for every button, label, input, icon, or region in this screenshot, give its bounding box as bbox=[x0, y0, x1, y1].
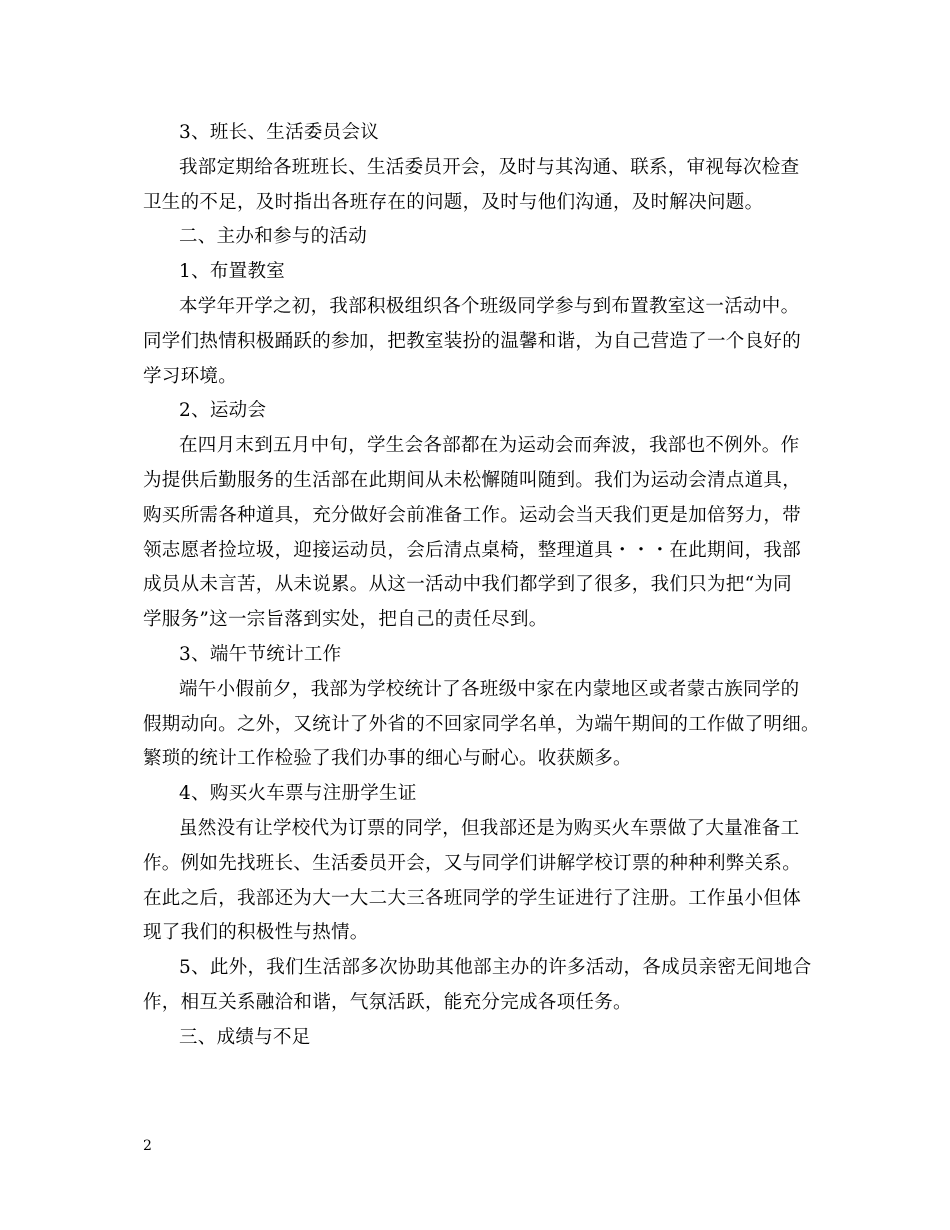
page-number: 2 bbox=[143, 1138, 152, 1154]
document-body bbox=[143, 116, 820, 1056]
text-line: 为提供后勤服务的生活部在此期间从未松懈随叫随到。我们为运动会清点道具， bbox=[143, 469, 802, 491]
text-line: 繁琐的统计工作检验了我们办事的细心与耐心。收获颇多。 bbox=[143, 748, 632, 770]
text-line: 二、主办和参与的活动 bbox=[179, 226, 368, 248]
text-line: 本学年开学之初，我部积极组织各个班级同学参与到布置教室这一活动中。 bbox=[179, 295, 800, 317]
text-line: 3、端午节统计工作 bbox=[179, 643, 342, 665]
text-line: 虽然没有让学校代为订票的同学，但我部还是为购买火车票做了大量准备工 bbox=[179, 817, 800, 839]
text-line: 现了我们的积极性与热情。 bbox=[143, 922, 369, 944]
text-line: 成员从未言苦，从未说累。从这一活动中我们都学到了很多，我们只为把“为同 bbox=[143, 574, 792, 596]
text-line: 三、成绩与不足 bbox=[179, 1026, 311, 1048]
text-line: 2、运动会 bbox=[179, 400, 267, 422]
text-line: 同学们热情积极踊跃的参加，把教室装扮的温馨和谐，为自己营造了一个良好的 bbox=[143, 330, 802, 352]
text-line: 1、布置教室 bbox=[179, 261, 286, 283]
text-line: 5、此外，我们生活部多次协助其他部主办的许多活动，各成员亲密无间地合 bbox=[179, 957, 812, 979]
text-line: 3、班长、生活委员会议 bbox=[179, 122, 380, 143]
text-line: 在此之后，我部还为大一大二大三各班同学的学生证进行了注册。工作虽小但体 bbox=[143, 887, 802, 909]
text-line: 学习环境。 bbox=[143, 365, 238, 387]
text-line: 领志愿者捡垃圾，迎接运动员，会后清点桌椅，整理道具・・・在此期间，我部 bbox=[143, 539, 802, 561]
text-line: 购买所需各种道具，充分做好会前准备工作。运动会当天我们更是加倍努力，带 bbox=[143, 504, 802, 526]
text-line: 卫生的不足，及时指出各班存在的问题，及时与他们沟通，及时解决问题。 bbox=[143, 191, 764, 213]
text-line: 学服务”这一宗旨落到实处，把自己的责任尽到。 bbox=[143, 609, 548, 631]
text-line: 我部定期给各班班长、生活委员开会，及时与其沟通、联系，审视每次检查 bbox=[179, 156, 800, 178]
text-line: 假期动向。之外，又统计了外省的不回家同学名单，为端午期间的工作做了明细。 bbox=[143, 713, 820, 735]
text-line: 作，相互关系融洽和谐，气氛活跃，能充分完成各项任务。 bbox=[143, 991, 632, 1013]
text-line: 在四月末到五月中旬，学生会各部都在为运动会而奔波，我部也不例外。作 bbox=[179, 435, 800, 457]
text-line: 端午小假前夕，我部为学校统计了各班级中家在内蒙地区或者蒙古族同学的 bbox=[179, 678, 800, 700]
text-line: 作。例如先找班长、生活委员开会，又与同学们讲解学校订票的种种利弊关系。 bbox=[143, 852, 802, 874]
text-line: 4、购买火车票与注册学生证 bbox=[179, 783, 417, 805]
